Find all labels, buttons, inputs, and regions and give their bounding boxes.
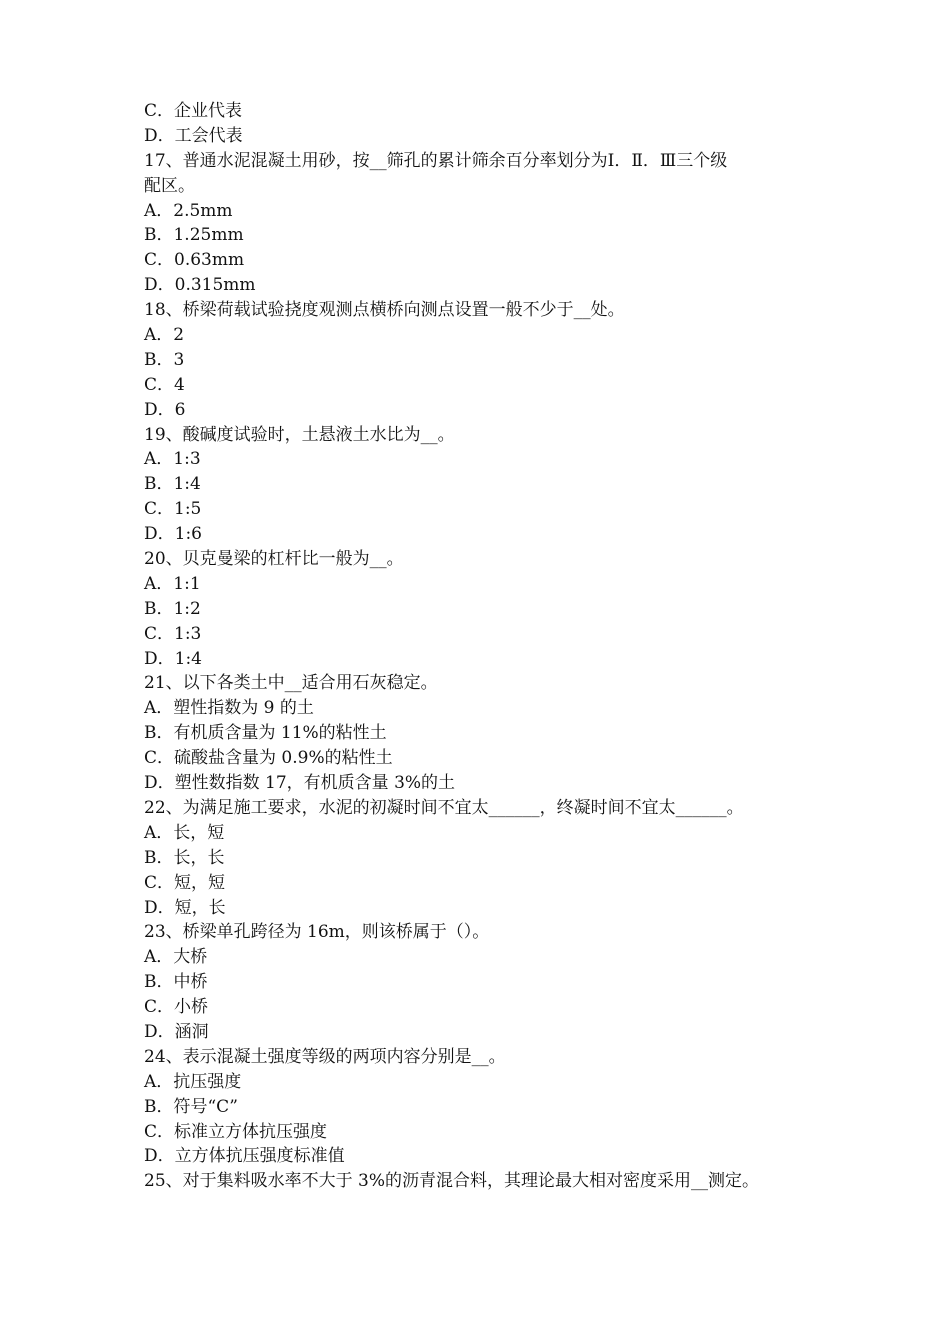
option-line: C．短，短: [144, 872, 226, 893]
document-body: [144, 99, 824, 1194]
option-line: C．1:3: [144, 623, 202, 644]
question-line: 18、桥梁荷载试验挠度观测点横桥向测点设置一般不少于__处。: [144, 300, 625, 321]
option-line: B．1:2: [144, 598, 201, 619]
question-line: 20、贝克曼梁的杠杆比一般为__。: [144, 549, 404, 570]
option-line: C．企业代表: [144, 101, 243, 121]
question-line-continued: 配区。: [144, 175, 195, 196]
option-line: A．1:1: [144, 573, 201, 594]
option-line: B．1.25mm: [144, 225, 244, 246]
option-line: A．塑性指数为 9 的土: [144, 698, 314, 719]
option-line: C．4: [144, 374, 185, 395]
question-line: 24、表示混凝土强度等级的两项内容分别是__。: [144, 1046, 506, 1067]
option-line: B．有机质含量为 11%的粘性土: [144, 723, 387, 744]
question-line: 17、普通水泥混凝土用砂，按__筛孔的累计筛余百分率划分为Ⅰ．Ⅱ．Ⅲ三个级: [144, 150, 728, 171]
option-line: A．大桥: [144, 947, 208, 968]
option-line: B．3: [144, 349, 185, 370]
option-line: C．标准立方体抗压强度: [144, 1121, 328, 1142]
option-line: C．0.63mm: [144, 250, 245, 271]
option-line: B．中桥: [144, 972, 208, 993]
option-line: D．涵洞: [144, 1021, 209, 1042]
option-line: C．小桥: [144, 997, 209, 1018]
option-line: A．1:3: [144, 449, 201, 470]
option-line: D．塑性数指数 17，有机质含量 3%的土: [144, 773, 456, 794]
question-line: 19、酸碱度试验时，土悬液土水比为__。: [144, 424, 455, 445]
option-line: C．1:5: [144, 499, 202, 520]
option-line: B．符号“C”: [144, 1096, 238, 1117]
question-line: 21、以下各类土中__适合用石灰稳定。: [144, 673, 438, 694]
option-line: D．0.315mm: [144, 275, 256, 296]
option-line: A．2.5mm: [144, 200, 233, 221]
option-line: A．长，短: [144, 822, 225, 843]
option-line: A．抗压强度: [144, 1071, 242, 1092]
option-line: D．短，长: [144, 897, 226, 918]
question-line: 25、对于集料吸水率不大于 3%的沥青混合料，其理论最大相对密度采用__测定。: [144, 1171, 760, 1192]
question-line: 23、桥梁单孔跨径为 16m，则该桥属于（）。: [144, 922, 490, 943]
option-line: D．1:4: [144, 648, 202, 669]
option-line: A．2: [144, 325, 185, 346]
option-line: D．1:6: [144, 524, 202, 545]
option-line: B．1:4: [144, 474, 201, 495]
option-line: C．硫酸盐含量为 0.9%的粘性土: [144, 748, 393, 769]
option-line: B．长，长: [144, 847, 225, 868]
option-line: D．立方体抗压强度标准值: [144, 1146, 345, 1167]
option-line: D．6: [144, 399, 186, 420]
option-line: D．工会代表: [144, 125, 243, 146]
question-line: 22、为满足施工要求，水泥的初凝时间不宜太______，终凝时间不宜太______。: [144, 797, 744, 818]
